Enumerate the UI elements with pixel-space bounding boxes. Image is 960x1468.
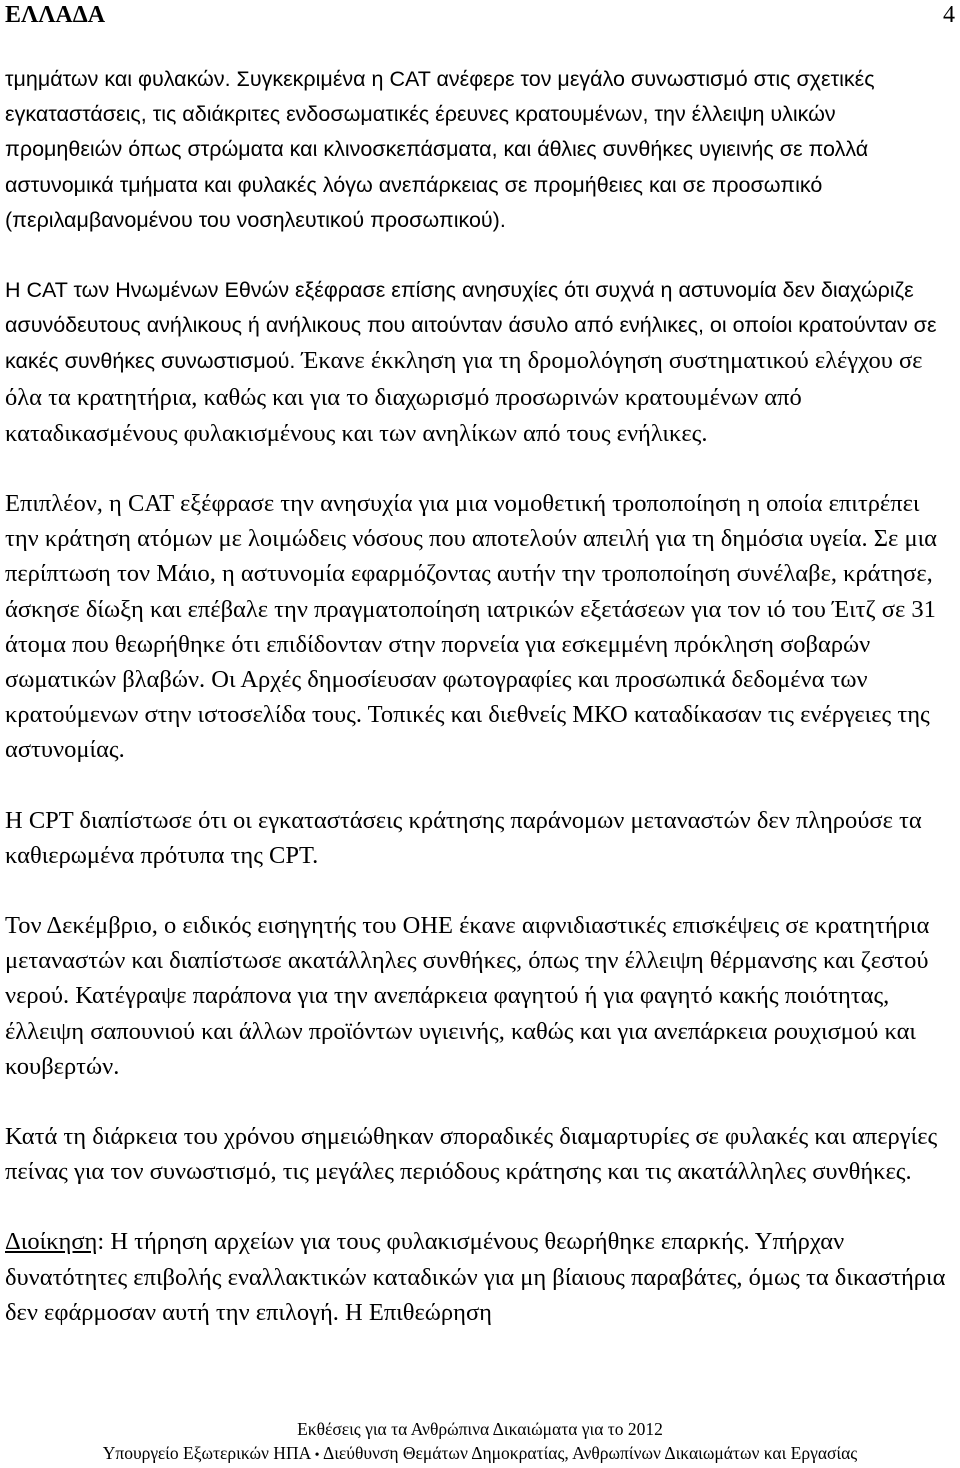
paragraph-cat-minors-part2: Έκανε έκκληση για τη δρομολόγηση συστηματικού ελέγχου σε όλα τα κρατητήρια, καθώς και για το διαχωρισμό προσωρινών κρατουμένων από καταδικασμένους φυλακισμένους και των ανηλίκων από τους ενήλικες. — [5, 347, 923, 447]
administration-separator: : — [97, 1228, 111, 1256]
paragraph-conditions: τμημάτων και φυλακών. Συγκεκριμένα η CAT ανέφερε τον μεγάλο συνωστισμό στις σχετικές εγκαταστάσεις, τις αδιάκριτες ενδοσωματικές έρευνες κρατουμένων, την έλλειψη υλικών προμηθειών όπως στρώματα και κλινοσκεπάσματα, και άθλιες συνθήκες υγιεινής σε πολλά αστυνομικά τμήματα και φυλακές λόγω ανεπάρκειας σε προμήθειες και σε προσωπικό (περιλαμβανομένου του νοσηλευτικού προσωπικού). — [5, 67, 875, 232]
paragraph-cat-minors-part1: Η CAT των Ηνωμένων Εθνών εξέφρασε επίσης ανησυχίες ότι συχνά η αστυνομία δεν διαχώριζε ασυνόδευτους ανήλικους ή ανήλικους που αιτούνταν άσυλο από ενήλικες, οι οποίοι κρατούνταν σε κακές συνθήκες συνωστισμού. — [5, 278, 937, 374]
page-number: 4 — [943, 2, 955, 28]
paragraph-un-rapporteur: Τον Δεκέμβριο, ο ειδικός εισηγητής του ΟΗΕ έκανε αιφνιδιαστικές επισκέψεις σε κρατητήρια μεταναστών και διαπίστωσε ακατάλληλες συνθήκες, όπως την έλλειψη θέρμανσης και ζεστού νερού. Κατέγραψε παράπονα για την ανεπάρκεια φαγητού ή για φαγητό κακής ποιότητας, έλλειψη σαπουνιού και άλλων προϊόντων υγιεινής, καθώς και για ανεπάρκεια ρουχισμού και κουβερτών. — [5, 912, 930, 1080]
country-title: ΕΛΛΑΔΑ — [5, 2, 106, 28]
paragraph-administration — [5, 1224, 953, 1330]
paragraph-cpt: Η CPT διαπίστωσε ότι οι εγκαταστάσεις κράτησης παράνομων μεταναστών δεν πληρούσε τα καθιερωμένα πρότυπα της CPT. — [5, 806, 922, 869]
page-footer — [0, 1417, 960, 1468]
page-header — [5, 0, 955, 32]
footer-department-name: Υπουργείο Εξωτερικών ΗΠΑ — [102, 1443, 311, 1463]
paragraph-infectious-disease: Επιπλέον, η CAT εξέφρασε την ανησυχία για μια νομοθετική τροποποίηση η οποία επιτρέπει την κράτηση ατόμων με λοιμώδεις νόσους που αποτελούν απειλή για τη δημόσια υγεία. Σε μια περίπτωση τον Μάιο, η αστυνομία εφαρμόζοντας αυτήν την τροποποίηση συνέλαβε, κράτησε, άσκησε δίωξη και επέβαλε την πραγματοποίηση ιατρικών εξετάσεων για τον ιό του Έιτζ σε 31 άτομα που θεωρήθηκε ότι επιδίδονταν στην πορνεία για εσκεμμένη πρόκληση σοβαρών σωματικών βλαβών. Οι Αρχές δημοσίευσαν φωτογραφίες και προσωπικά δεδομένα των κρατούμενων στην ιστοσελίδα τους. Τοπικές και διεθνείς ΜΚΟ καταδίκασαν τις ενέργειες της αστυνομίας. — [5, 490, 938, 764]
footer-report-title: Εκθέσεις για τα Ανθρώπινα Δικαιώματα για το 2012 — [297, 1419, 663, 1439]
paragraph-protests: Κατά τη διάρκεια του χρόνου σημειώθηκαν σποραδικές διαμαρτυρίες σε φυλακές και απεργίες πείνας για τον συνωστισμό, τις μεγάλες περιόδους κράτησης και τις ακατάλληλες συνθήκες. — [5, 1123, 938, 1186]
footer-bureau-name: Διεύθυνση Θεμάτων Δημοκρατίας, Ανθρωπίνων Δικαιωμάτων και Εργασίας — [322, 1443, 858, 1463]
administration-heading: Διοίκηση — [5, 1228, 98, 1256]
administration-text: Η τήρηση αρχείων για τους φυλακισμένους θεωρήθηκε επαρκής. Υπήρχαν δυνατότητες επιβολής εναλλακτικών καταδικών για μη βίαιους παραβάτες, όμως τα δικαστήρια δεν εφάρμοσαν αυτή την επιλογή. Η Επιθεώρηση — [5, 1228, 946, 1326]
footer-bullet: • — [314, 1448, 320, 1463]
body-text — [5, 62, 953, 1365]
paragraph-cat-minors — [5, 273, 953, 452]
footer-department — [0, 1441, 960, 1468]
